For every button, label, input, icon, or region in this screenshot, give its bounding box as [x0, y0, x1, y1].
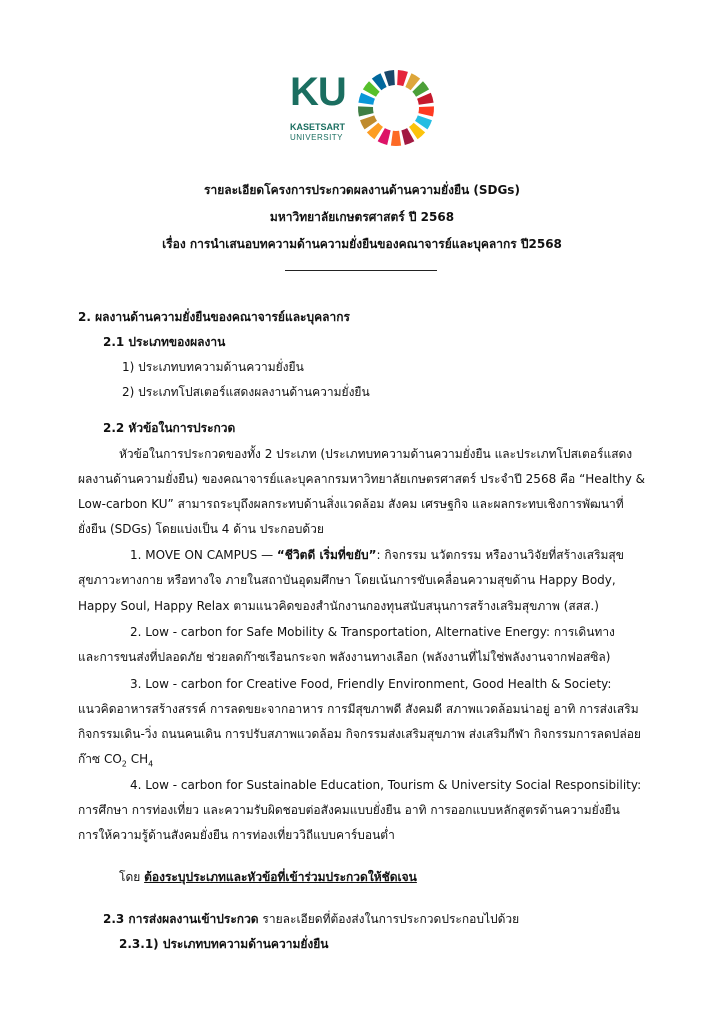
topic-1-line-2: สุขภาวะทางกาย หรือทางใจ ภายในสถาบันอุดมศึกษา โดยเน้นการขับเคลื่อนความสุขด้าน Happy Body,: [78, 573, 616, 587]
gas-ch-text: CH: [126, 752, 149, 766]
section-2-3-desc: รายละเอียดที่ต้องส่งในการประกวดประกอบไปด้วย: [258, 912, 520, 926]
topic-1-rest: : กิจกรรม นวัตกรรม หรืองานวิจัยที่สร้างเสริมสุข: [376, 548, 624, 562]
topic-4-line-1: 4. Low - carbon for Sustainable Education, Tourism & University Social Responsibility:: [130, 778, 642, 792]
note-prefix: โดย: [119, 870, 145, 884]
header-divider: [285, 270, 437, 271]
topic-3-line-1: 3. Low - carbon for Creative Food, Friendly Environment, Good Health & Society:: [130, 677, 612, 691]
gas-co-subscript: 2: [121, 759, 127, 769]
requirement-note: [119, 869, 417, 885]
topic-3-line-2: แนวคิดอาหารสร้างสรรค์ การลดขยะจากอาหาร การมีสุขภาพดี สังคมดี สภาพแวดล้อมน่าอยู่ อาทิ การส่งเสริม: [78, 702, 639, 716]
topic-1-line-1: [130, 547, 624, 563]
section-2-1-heading: 2.1 ประเภทของผลงาน: [103, 335, 226, 349]
sdg-wheel-segment: [397, 70, 408, 86]
gas-ch-subscript: 4: [148, 759, 154, 769]
intro-line-1: หัวข้อในการประกวดของทั้ง 2 ประเภท (ประเภทบทความด้านความยั่งยืน และประเภทโปสเตอร์แสดง: [119, 447, 633, 461]
header-title-line2: มหาวิทยาลัยเกษตรศาสตร์ ปี 2568: [269, 210, 455, 224]
topic-3-gases: [78, 751, 153, 772]
intro-line-4: ยั่งยืน (SDGs) โดยแบ่งเป็น 4 ด้าน ประกอบด้วย: [78, 522, 324, 536]
ku-sdg-logo: [288, 68, 438, 152]
sdg-wheel-icon: [356, 68, 436, 148]
sdg-wheel-segment: [358, 106, 374, 116]
section-2-2-heading: 2.2 หัวข้อในการประกวด: [103, 421, 236, 435]
sdg-wheel-segment: [384, 70, 395, 86]
topic-4-line-3: การให้ความรู้ด้านสังคมยั่งยืน การท่องเที่ยววิถีแบบคาร์บอนต่ำ: [78, 828, 395, 842]
sdg-wheel-segment: [391, 131, 401, 146]
ku-logo-kasetsart: KASETSART: [290, 122, 346, 132]
header-title-line1: รายละเอียดโครงการประกวดผลงานด้านความยั่งยืน (SDGs): [204, 183, 520, 197]
sdg-wheel-segment: [418, 106, 434, 116]
section-2-3-1-heading: 2.3.1) ประเภทบทความด้านความยั่งยืน: [119, 937, 329, 951]
topic-1-slogan: “ชีวิตดี เริ่มที่ขยับ”: [276, 548, 377, 562]
intro-line-2: ผลงานด้านความยั่งยืน) ของคณาจารย์และบุคลากรมหาวิทยาลัยเกษตรศาสตร์ ประจำปี 2568 คือ “Healthy &: [78, 472, 645, 486]
ku-logo-university: UNIVERSITY: [290, 133, 344, 142]
intro-line-3: Low-carbon KU” สามารถระบุถึงผลกระทบด้านสิ่งแวดล้อม สังคม เศรษฐกิจ และผลกระทบเชิงการพัฒนาที่: [78, 497, 624, 511]
topic-2-line-2: และการขนส่งที่ปลอดภัย ช่วยลดก๊าซเรือนกระจก พลังงานทางเลือก (พลังงานที่ไม่ใช่พลังงานจากฟอสซิล): [78, 650, 611, 664]
gas-co-text: ก๊าซ CO: [78, 752, 122, 766]
topic-4-line-2: การศึกษา การท่องเที่ยว และความรับผิดชอบต่อสังคมแบบยั่งยืน อาทิ การออกแบบหลักสูตรด้านความยั่งยืน: [78, 803, 620, 817]
ku-logo-letters: KU: [290, 70, 346, 114]
topic-3-line-3: กิจกรรมเดิน-วิ่ง ถนนคนเดิน การปรับสภาพแวดล้อม กิจกรรมส่งเสริมสุขภาพ ส่งเสริมกีฬา กิจกรรมการลดปล่อย: [78, 727, 641, 741]
section-2-3-heading: [103, 911, 519, 927]
section-2-3-title: 2.3 การส่งผลงานเข้าประกวด: [103, 912, 259, 926]
topic-1-line-3: Happy Soul, Happy Relax ตามแนวคิดของสำนักงานกองทุนสนับสนุนการสร้างเสริมสุขภาพ (สสส.): [78, 599, 599, 613]
work-type-item-1: 1) ประเภทบทความด้านความยั่งยืน: [122, 360, 304, 374]
header-title-line3: เรื่อง การนำเสนอบทความด้านความยั่งยืนของคณาจารย์และบุคลากร ปี2568: [162, 237, 562, 251]
work-type-item-2: 2) ประเภทโปสเตอร์แสดงผลงานด้านความยั่งยืน: [122, 385, 370, 399]
topic-1-lead: 1. MOVE ON CAMPUS —: [130, 548, 277, 562]
note-emphasis: ต้องระบุประเภทและหัวข้อที่เข้าร่วมประกวดให้ชัดเจน: [144, 870, 417, 884]
section-2-heading: 2. ผลงานด้านความยั่งยืนของคณาจารย์และบุคลากร: [78, 310, 350, 324]
topic-2-line-1: 2. Low - carbon for Safe Mobility & Transportation, Alternative Energy: การเดินทาง: [130, 625, 615, 639]
